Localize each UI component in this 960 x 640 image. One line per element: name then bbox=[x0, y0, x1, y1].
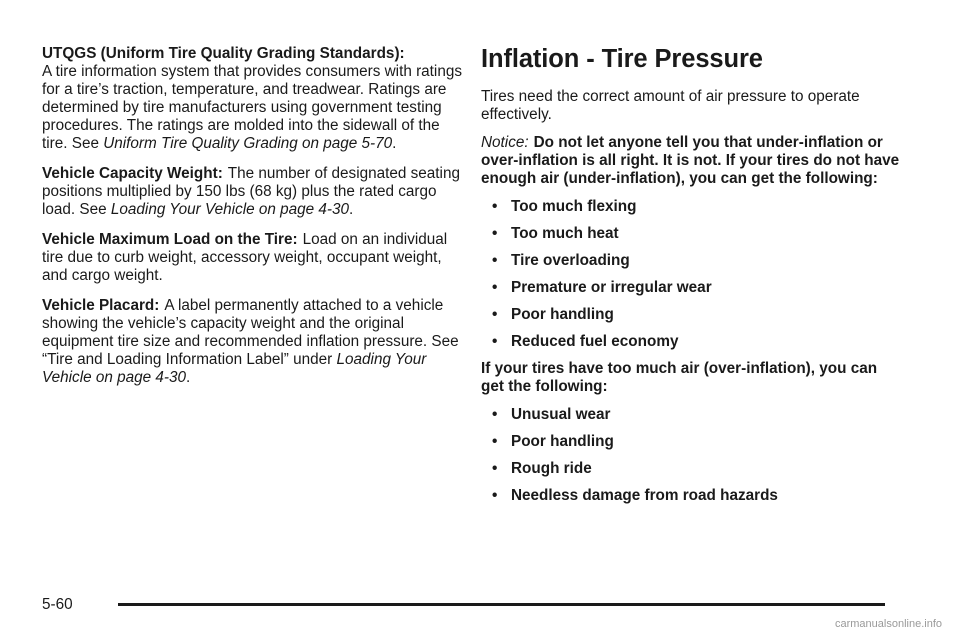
list-item bbox=[481, 460, 901, 478]
capacity-text: The number of designated seating positions multiplied by 150 lbs (68 kg) plus the rated cargo load. See bbox=[42, 165, 460, 218]
capacity-term: Vehicle Capacity Weight: bbox=[42, 165, 223, 182]
bullet-icon: • bbox=[492, 487, 498, 504]
section-heading: Inflation - Tire Pressure bbox=[481, 45, 763, 73]
over-inflation-list bbox=[481, 406, 901, 505]
bullet-icon: • bbox=[492, 306, 498, 323]
bullet-icon: • bbox=[492, 225, 498, 242]
list-item-text: Premature or irregular wear bbox=[511, 279, 712, 296]
list-item-text: Unusual wear bbox=[511, 406, 611, 423]
list-item-text: Reduced fuel economy bbox=[511, 333, 679, 350]
list-item bbox=[481, 487, 901, 505]
capacity-end: . bbox=[349, 201, 354, 218]
placard-term: Vehicle Placard: bbox=[42, 297, 160, 314]
placard-text: A label permanently attached to a vehicle showing the vehicle’s capacity weight and the original equipment tire size and recommended inflation pressure. See “Tire and Loading Information Label” under bbox=[42, 297, 459, 368]
list-item bbox=[481, 433, 901, 451]
list-item bbox=[481, 198, 901, 216]
list-item bbox=[481, 406, 901, 424]
list-item bbox=[481, 306, 901, 324]
utqgs-paragraph bbox=[42, 45, 462, 153]
bullet-icon: • bbox=[492, 460, 498, 477]
list-item-text: Tire overloading bbox=[511, 252, 630, 269]
utqgs-text: A tire information system that provides consumers with ratings for a tire’s traction, temperature, and treadwear. Ratings are determined by tire manufacturers using government testing procedures. The ratings are molded into the sidewall of the tire. See bbox=[42, 63, 462, 152]
list-item-text: Poor handling bbox=[511, 433, 614, 450]
over-inflation-intro: If your tires have too much air (over-inflation), you can get the following: bbox=[481, 360, 878, 395]
watermark: carmanualsonline.info bbox=[834, 618, 942, 630]
bullet-icon: • bbox=[492, 198, 498, 215]
max-load-text: Load on an individual tire due to curb weight, accessory weight, occupant weight, and cargo weight. bbox=[42, 231, 448, 284]
page-number: 5-60 bbox=[42, 596, 73, 613]
bullet-icon: • bbox=[492, 279, 498, 296]
notice-text: Do not let anyone tell you that under-inflation or over-inflation is all right. It is not. If your tires do not have enough air (under-inflation), you can get the following: bbox=[481, 134, 900, 187]
capacity-paragraph bbox=[42, 165, 462, 219]
bullet-icon: • bbox=[492, 252, 498, 269]
notice-label: Notice: bbox=[481, 134, 529, 151]
capacity-link[interactable]: Loading Your Vehicle on page 4-30 bbox=[110, 201, 350, 218]
bullet-icon: • bbox=[492, 406, 498, 423]
footer-rule bbox=[118, 603, 885, 606]
max-load-term: Vehicle Maximum Load on the Tire: bbox=[42, 231, 298, 248]
left-column bbox=[42, 45, 462, 387]
under-inflation-list bbox=[481, 198, 901, 351]
list-item-text: Poor handling bbox=[511, 306, 614, 323]
list-item-text: Rough ride bbox=[511, 460, 592, 477]
right-column bbox=[481, 40, 901, 514]
utqgs-link[interactable]: Uniform Tire Quality Grading on page 5-70 bbox=[103, 135, 393, 152]
list-item-text: Too much heat bbox=[511, 225, 619, 242]
max-load-paragraph bbox=[42, 231, 462, 285]
bullet-icon: • bbox=[492, 333, 498, 350]
list-item-text: Needless damage from road hazards bbox=[511, 487, 778, 504]
placard-end: . bbox=[186, 369, 191, 386]
utqgs-end: . bbox=[392, 135, 397, 152]
list-item bbox=[481, 279, 901, 297]
placard-link[interactable]: Loading Your Vehicle on page 4-30 bbox=[42, 351, 427, 386]
intro-paragraph: Tires need the correct amount of air pressure to operate effectively. bbox=[481, 88, 860, 123]
list-item bbox=[481, 252, 901, 270]
list-item bbox=[481, 333, 901, 351]
placard-paragraph bbox=[42, 297, 462, 387]
utqgs-term: UTQGS (Uniform Tire Quality Grading Standards): bbox=[42, 45, 405, 62]
bullet-icon: • bbox=[492, 433, 498, 450]
notice-paragraph bbox=[481, 134, 901, 188]
list-item bbox=[481, 225, 901, 243]
list-item-text: Too much flexing bbox=[511, 198, 637, 215]
